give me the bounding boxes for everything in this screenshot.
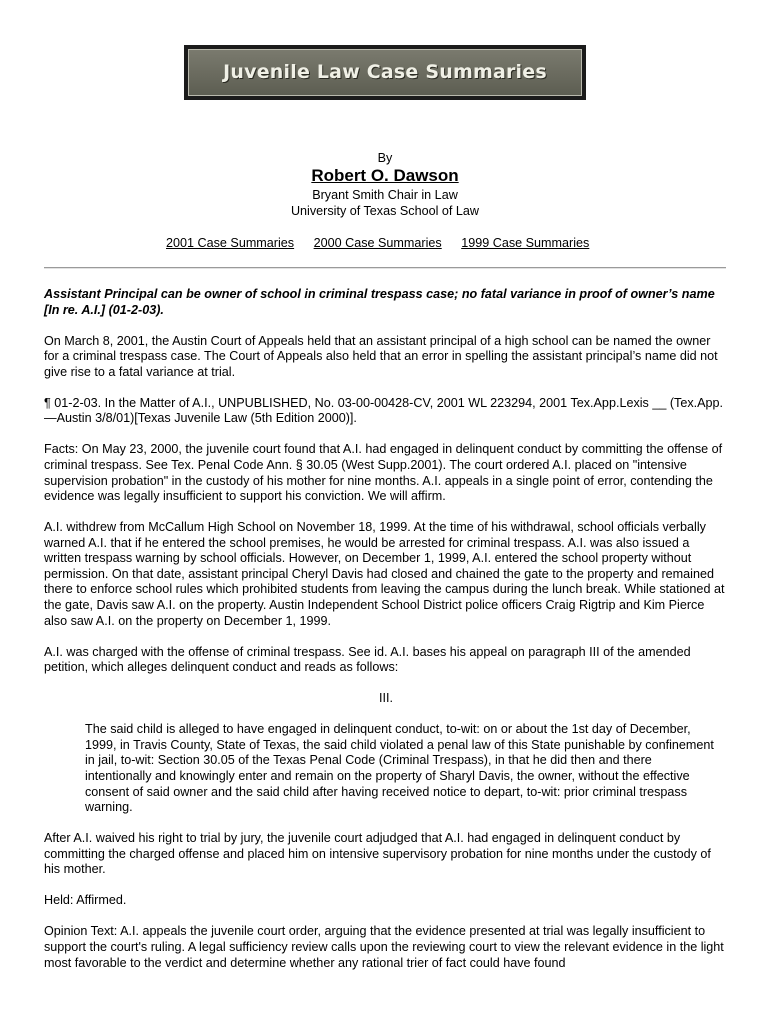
- banner-plate: [188, 49, 582, 96]
- author-university: University of Texas School of Law: [290, 204, 480, 218]
- byline-by: By: [377, 151, 393, 165]
- link-1999-case-summaries[interactable]: 1999 Case Summaries: [461, 236, 590, 250]
- paragraph-citation: ¶ 01-2-03. In the Matter of A.I., UNPUBLISHED, No. 03-00-00428-CV, 2001 WL 223294, 2001 Tex.App.Lexis __ (Tex.App.—Austin 3/8/01)[Texas Juvenile Law (5th Edition 2000)].: [44, 395, 724, 426]
- paragraph-charge: A.I. was charged with the offense of criminal trespass. See id. A.I. bases his appeal on paragraph III of the amended petition, which alleges delinquent conduct and reads as follows:: [44, 644, 691, 675]
- paragraph-facts: Facts: On May 23, 2000, the juvenile court found that A.I. had engaged in delinquent conduct by committing the offense of criminal trespass. See Tex. Penal Code Ann. § 30.05 (West Supp.2001). The court ordered A.I. placed on "intensive supervision probation" in the custody of his mother for nine months. A.I. appeals in a single point of error, contending the evidence was legally insufficient to support his conviction. We will affirm.: [44, 442, 723, 504]
- link-2001-case-summaries[interactable]: 2001 Case Summaries: [166, 236, 295, 250]
- case-summary-links: [166, 236, 605, 252]
- petition-quote: The said child is alleged to have engaged in delinquent conduct, to-wit: on or about the 1st day of December, 1999, in Travis County, State of Texas, the said child violated a penal law of this State punishable by confinement in jail, to-wit: Section 30.05 of the Texas Penal Code (Criminal Trespass), in that he did then and there intentionally and knowingly enter and remain on the property of Sharyl Davis, the owner, without the effective consent of said owner and the said child after having received notice to depart, to-wit: prior criminal trespass warning.: [85, 722, 714, 815]
- divider: [44, 267, 726, 269]
- paragraph-held: Held: Affirmed.: [44, 893, 127, 908]
- banner-title: Juvenile Law Case Summaries: [223, 60, 547, 83]
- petition-paragraph-number: III.: [379, 691, 393, 706]
- banner-frame: [184, 45, 586, 100]
- article-headline: Assistant Principal can be owner of school in criminal trespass case; no fatal variance in proof of owner’s name [In re. A.I.] (01-2-03).: [44, 287, 715, 317]
- author-name: Robert O. Dawson: [311, 166, 459, 185]
- paragraph-background: A.I. withdrew from McCallum High School on November 18, 1999. At the time of his withdrawal, school officials verbally warned A.I. that if he entered the school premises, he would be arrested for criminal trespass. A.I. was also issued a written trespass warning by school officials. However, on December 1, 1999, A.I. entered the school property without permission. On that date, assistant principal Cheryl Davis had closed and chained the gate to the property and remained there to enforce school rules which prohibited students from leaving the campus during the lunch break. While stationed at the gate, Davis saw A.I. on the property. Austin Independent School District police officers Craig Rigtrip and Kim Pierce also saw A.I. on the property on December 1, 1999.: [44, 520, 725, 628]
- paragraph-summary: On March 8, 2001, the Austin Court of Appeals held that an assistant principal of a high school can be named the owner for a criminal trespass case. The Court of Appeals also held that an error in spelling the assistant principal’s name did not give rise to a fatal variance at trial.: [44, 333, 718, 379]
- author-chair: Bryant Smith Chair in Law: [312, 188, 458, 202]
- banner: [184, 45, 586, 100]
- paragraph-opinion: Opinion Text: A.I. appeals the juvenile court order, arguing that the evidence presented at trial was legally insufficient to support the court's ruling. A legal sufficiency review calls upon the reviewing court to view the relevant evidence in the light most favorable to the verdict and determine whether any rational trier of fact could have found: [44, 924, 724, 970]
- link-2000-case-summaries[interactable]: 2000 Case Summaries: [313, 236, 442, 250]
- article: [44, 287, 728, 986]
- paragraph-adjudication: After A.I. waived his right to trial by jury, the juvenile court adjudged that A.I. had engaged in delinquent conduct by committing the charged offense and placed him on intensive supervisory probation for nine months under the custody of his mother.: [44, 831, 711, 877]
